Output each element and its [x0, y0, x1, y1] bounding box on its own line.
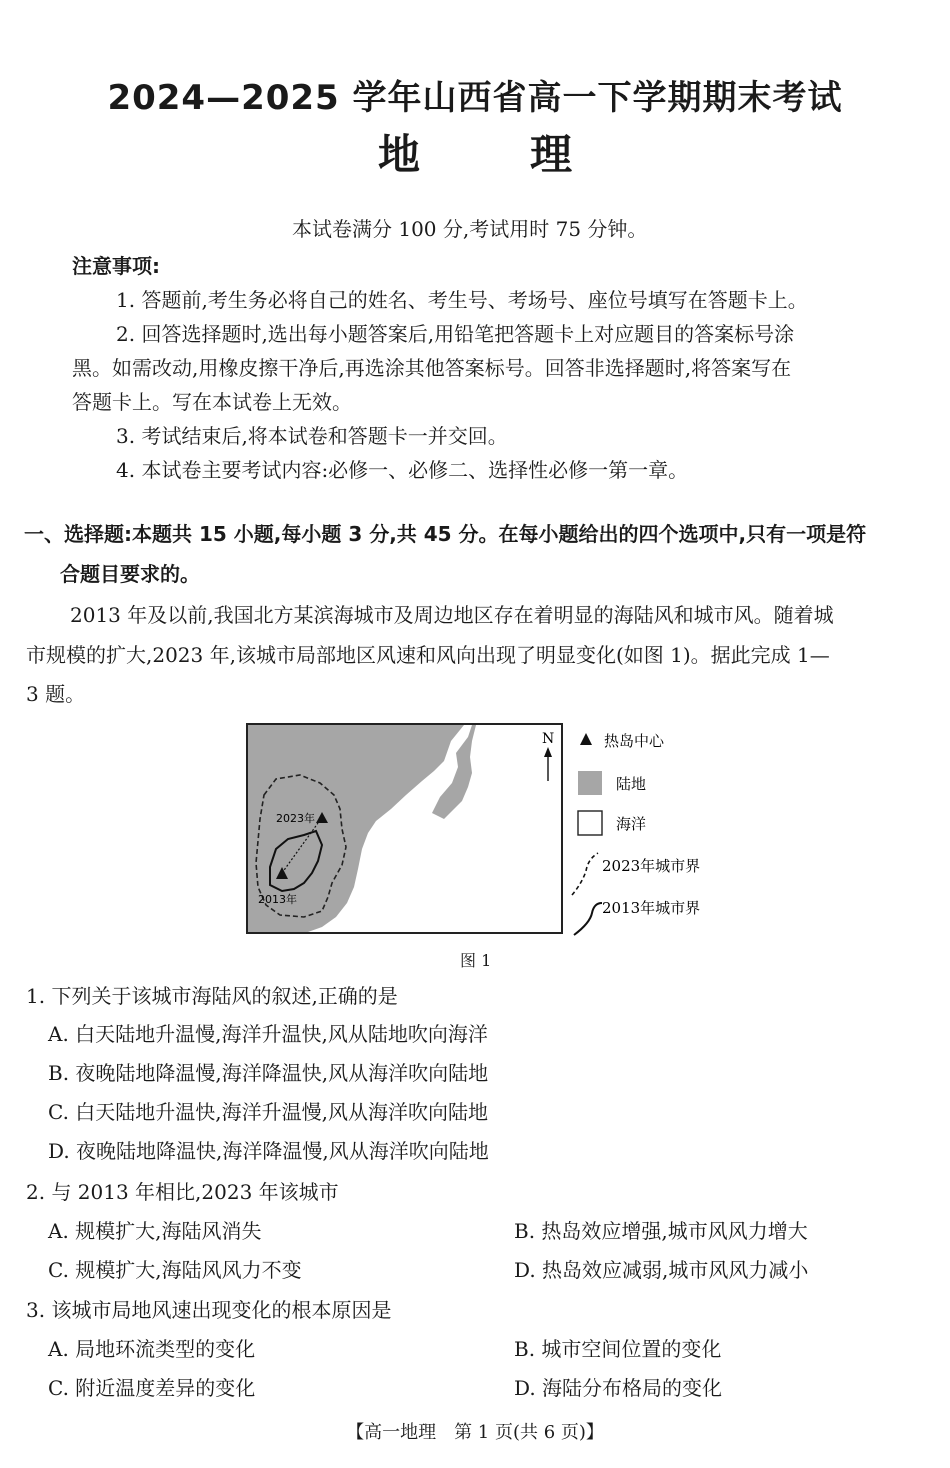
section-heading-cont: 合题目要求的。 [60, 562, 200, 586]
subject-char-2: 理 [530, 130, 573, 179]
notice-item: 4. 本试卷主要考试内容:必修一、必修二、选择性必修一第一章。 [116, 458, 689, 482]
legend-2023-line [572, 853, 598, 895]
notice-item: 1. 答题前,考生务必将自己的姓名、考生号、考场号、座位号填写在答题卡上。 [116, 288, 808, 312]
question-2-option-b: B. 热岛效应增强,城市风风力增大 [514, 1219, 808, 1243]
question-3-option-b: B. 城市空间位置的变化 [514, 1337, 722, 1361]
question-3-option-a: A. 局地环流类型的变化 [48, 1337, 256, 1361]
notice-item: 黑。如需改动,用橡皮擦干净后,再选涂其他答案标号。回答非选择题时,将答案写在 [72, 356, 792, 380]
notice-item: 3. 考试结束后,将本试卷和答题卡一并交回。 [116, 424, 508, 448]
label-2013: 2013年 [258, 893, 297, 906]
section-heading: 一、选择题:本题共 15 小题,每小题 3 分,共 45 分。在每小题给出的四个选项中,只有一项是符 [24, 522, 867, 546]
subject-char-1: 地 [377, 130, 420, 179]
passage-line: 2013 年及以前,我国北方某滨海城市及周边地区存在着明显的海陆风和城市风。随着城 [70, 603, 834, 627]
figure-caption: 图 1 [460, 951, 492, 970]
passage-line: 3 题。 [26, 682, 86, 706]
question-1-option-a: A. 白天陆地升温慢,海洋升温快,风从陆地吹向海洋 [48, 1022, 488, 1046]
page-footer: 【高一地理 第 1 页(共 6 页)】 [346, 1422, 604, 1443]
legend-2013-line [574, 903, 602, 935]
question-2-option-c: C. 规模扩大,海陆风风力不变 [48, 1258, 302, 1282]
legend-heat-center-icon [580, 733, 592, 745]
legend-heat-center: 热岛中心 [604, 732, 665, 750]
question-1-option-c: C. 白天陆地升温快,海洋升温慢,风从海洋吹向陆地 [48, 1100, 489, 1124]
legend-2023-boundary: 2023年城市界 [602, 857, 701, 875]
question-2-stem: 2. 与 2013 年相比,2023 年该城市 [26, 1180, 339, 1204]
notice-item: 答题卡上。写在本试卷上无效。 [72, 390, 352, 414]
question-1-option-b: B. 夜晚陆地降温慢,海洋降温快,风从海洋吹向陆地 [48, 1061, 489, 1085]
question-3-stem: 3. 该城市局地风速出现变化的根本原因是 [26, 1298, 392, 1322]
legend-ocean-swatch [578, 811, 602, 835]
question-2-option-d: D. 热岛效应减弱,城市风风力减小 [514, 1258, 809, 1282]
legend-land-swatch [578, 771, 602, 795]
figure-1-map [246, 723, 706, 938]
question-1-stem: 1. 下列关于该城市海陆风的叙述,正确的是 [26, 984, 398, 1008]
legend-ocean: 海洋 [616, 815, 647, 833]
exam-title: 2024—2025 学年山西省高一下学期期末考试 [107, 78, 843, 118]
legend-2013-boundary: 2013年城市界 [602, 899, 701, 917]
question-1-option-d: D. 夜晚陆地降温快,海洋降温慢,风从海洋吹向陆地 [48, 1139, 489, 1163]
passage-line: 市规模的扩大,2023 年,该城市局部地区风速和风向出现了明显变化(如图 1)。据此完成 1— [26, 643, 830, 667]
question-3-option-c: C. 附近温度差异的变化 [48, 1376, 256, 1400]
legend-land: 陆地 [616, 775, 647, 793]
subject-title [0, 122, 950, 182]
notice-heading: 注意事项: [72, 254, 160, 278]
question-2-option-a: A. 规模扩大,海陆风消失 [48, 1219, 262, 1243]
exam-intro: 本试卷满分 100 分,考试用时 75 分钟。 [292, 217, 648, 241]
north-label: N [542, 731, 555, 747]
question-3-option-d: D. 海陆分布格局的变化 [514, 1376, 723, 1400]
label-2023: 2023年 [276, 812, 315, 825]
notice-item: 2. 回答选择题时,选出每小题答案后,用铅笔把答题卡上对应题目的答案标号涂 [116, 322, 795, 346]
